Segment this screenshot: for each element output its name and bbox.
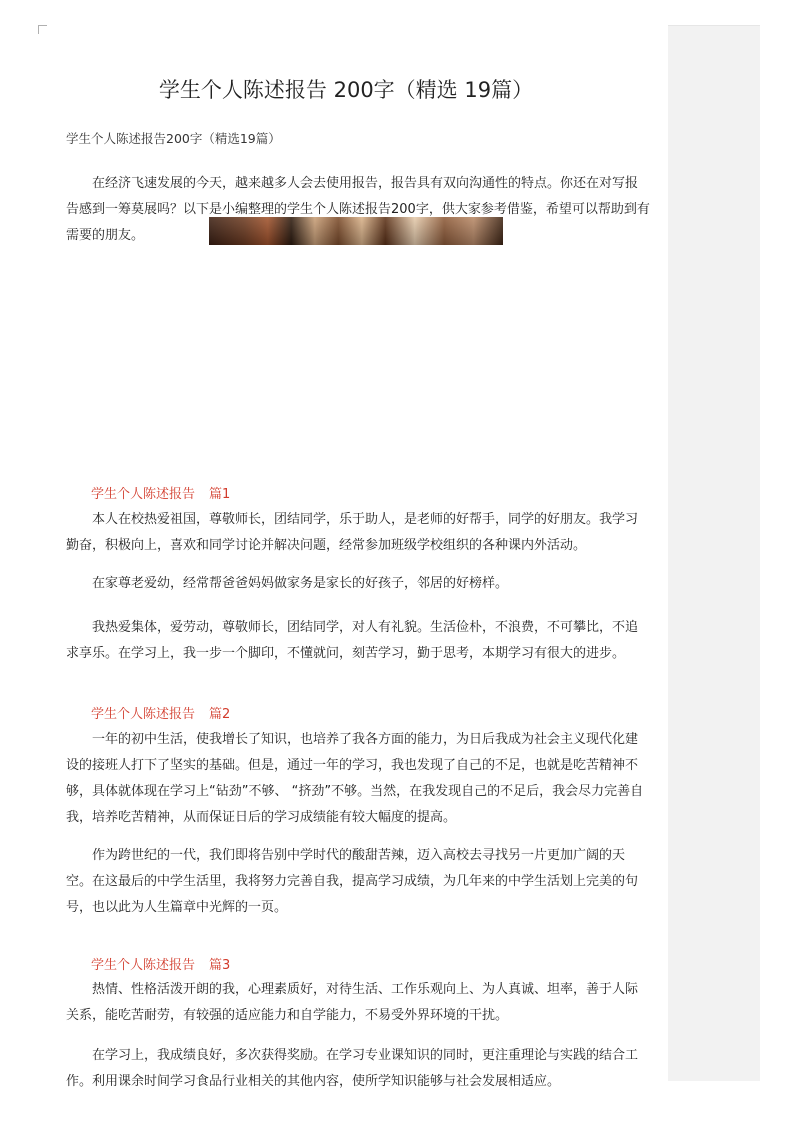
document-title: 学生个人陈述报告 200字（精选 19篇）: [158, 78, 534, 102]
section-number: 篇3: [209, 958, 231, 973]
section-heading-text: 学生个人陈述报告: [91, 958, 196, 973]
section-3-paragraph-1: 热情、性格活泼开朗的我，心理素质好，对待生活、工作乐观向上、为人真诚、坦率，善于人际关系，能吃苦耐劳，有较强的适应能力和自学能力，不易受外界环境的干扰。: [66, 982, 639, 1023]
section-heading-3: [91, 957, 230, 975]
section-2-paragraph-2: 作为跨世纪的一代，我们即将告别中学时代的酸甜苦辣，迈入高校去寻找另一片更加广阔的天空。在这最后的中学生活里，我将努力完善自我，提高学习成绩，为几年来的中学生活划上完美的句号，也以此为人生篇章中光辉的一页。: [66, 848, 639, 915]
section-heading-text: 学生个人陈述报告: [91, 707, 196, 722]
section-1-paragraph-1: 本人在校热爱祖国，尊敬师长，团结同学，乐于助人，是老师的好帮手，同学的好朋友。我学习勤奋，积极向上，喜欢和同学讨论并解决问题，经常参加班级学校组织的各种课内外活动。: [66, 512, 639, 553]
section-heading-text: 学生个人陈述报告: [91, 487, 196, 502]
section-number: 篇1: [209, 487, 231, 502]
side-panel: [668, 25, 760, 1081]
section-1-paragraph-3: 我热爱集体，爱劳动，尊敬师长，团结同学，对人有礼貌。生活俭朴，不浪费，不可攀比，不追求享乐。在学习上，我一步一个脚印，不懂就问，刻苦学习，勤于思考，本期学习有很大的进步。: [66, 620, 639, 661]
page-corner-mark: [38, 25, 47, 34]
section-heading-1: [91, 486, 230, 504]
section-number: 篇2: [209, 707, 231, 722]
intro-photo: [209, 217, 503, 245]
intro-paragraph: 在经济飞速发展的今天，越来越多人会去使用报告，报告具有双向沟通性的特点。你还在对写报告感到一筹莫展吗？以下是小编整理的学生个人陈述报告200字，供大家参考借鉴，希望可以帮助到有需要的朋友。: [66, 176, 650, 243]
section-2-paragraph-1: 一年的初中生活，使我增长了知识，也培养了我各方面的能力，为日后我成为社会主义现代化建设的接班人打下了坚实的基础。但是，通过一年的学习，我也发现了自己的不足，也就是吃苦精神不够，具体就体现在学习上“钻劲”不够、 “挤劲”不够。当然，在我发现自己的不足后，我会尽力完善自我，培养吃苦精神，从而保证日后的学习成绩能有较大幅度的提高。: [66, 732, 644, 825]
document-subtitle: 学生个人陈述报告200字（精选19篇）: [66, 131, 281, 146]
section-heading-2: [91, 706, 230, 724]
section-1-paragraph-2: 在家尊老爱幼，经常帮爸爸妈妈做家务是家长的好孩子，邻居的好榜样。: [92, 576, 509, 591]
section-3-paragraph-2: 在学习上，我成绩良好，多次获得奖励。在学习专业课知识的同时，更注重理论与实践的结合工作。利用课余时间学习食品行业相关的其他内容，使所学知识能够与社会发展相适应。: [66, 1048, 639, 1089]
